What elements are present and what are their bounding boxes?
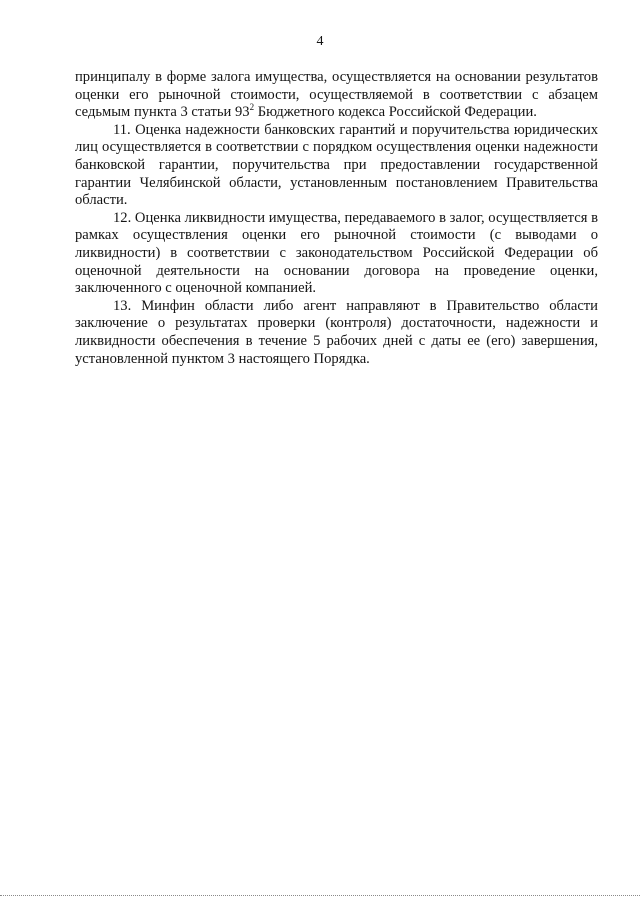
page-number: 4	[316, 34, 324, 49]
paragraph-continuation-text: принципалу в форме залога имущества, осуществляется на основании результатов оценки его рыночной стоимости, осуществляемой в соответствии с абзацем седьмым пункта 3 статьи 93	[75, 69, 598, 121]
bottom-divider	[0, 895, 640, 896]
paragraph-item-11: 11. Оценка надежности банковских гарантий и поручительства юридических лиц осуществляется в соответствии с порядком осуществления оценки надежности банковской гарантии, поручительства при предоставлении государственной гарантии Челябинской области, установленным постановлением Правительства области.	[75, 121, 598, 209]
document-body	[75, 69, 598, 368]
paragraph-continuation	[75, 69, 598, 122]
paragraph-item-13: 13. Минфин области либо агент направляют в Правительство области заключение о результатах проверки (контроля) достаточности, надежности и ликвидности обеспечения в течение 5 рабочих дней с даты ее (его) завершения, установленной пунктом 3 настоящего Порядка.	[75, 297, 598, 367]
superscript: 2	[249, 102, 255, 113]
paragraph-continuation-tail: Бюджетного кодекса Российской Федерации.	[254, 104, 537, 121]
paragraph-item-12: 12. Оценка ликвидности имущества, передаваемого в залог, осуществляется в рамках осуществления оценки его рыночной стоимости (с выводами о ликвидности) в соответствии с законодательством Российской Федерации об оценочной деятельности на основании договора на проведение оценки, заключенного с оценочной компанией.	[75, 209, 598, 297]
